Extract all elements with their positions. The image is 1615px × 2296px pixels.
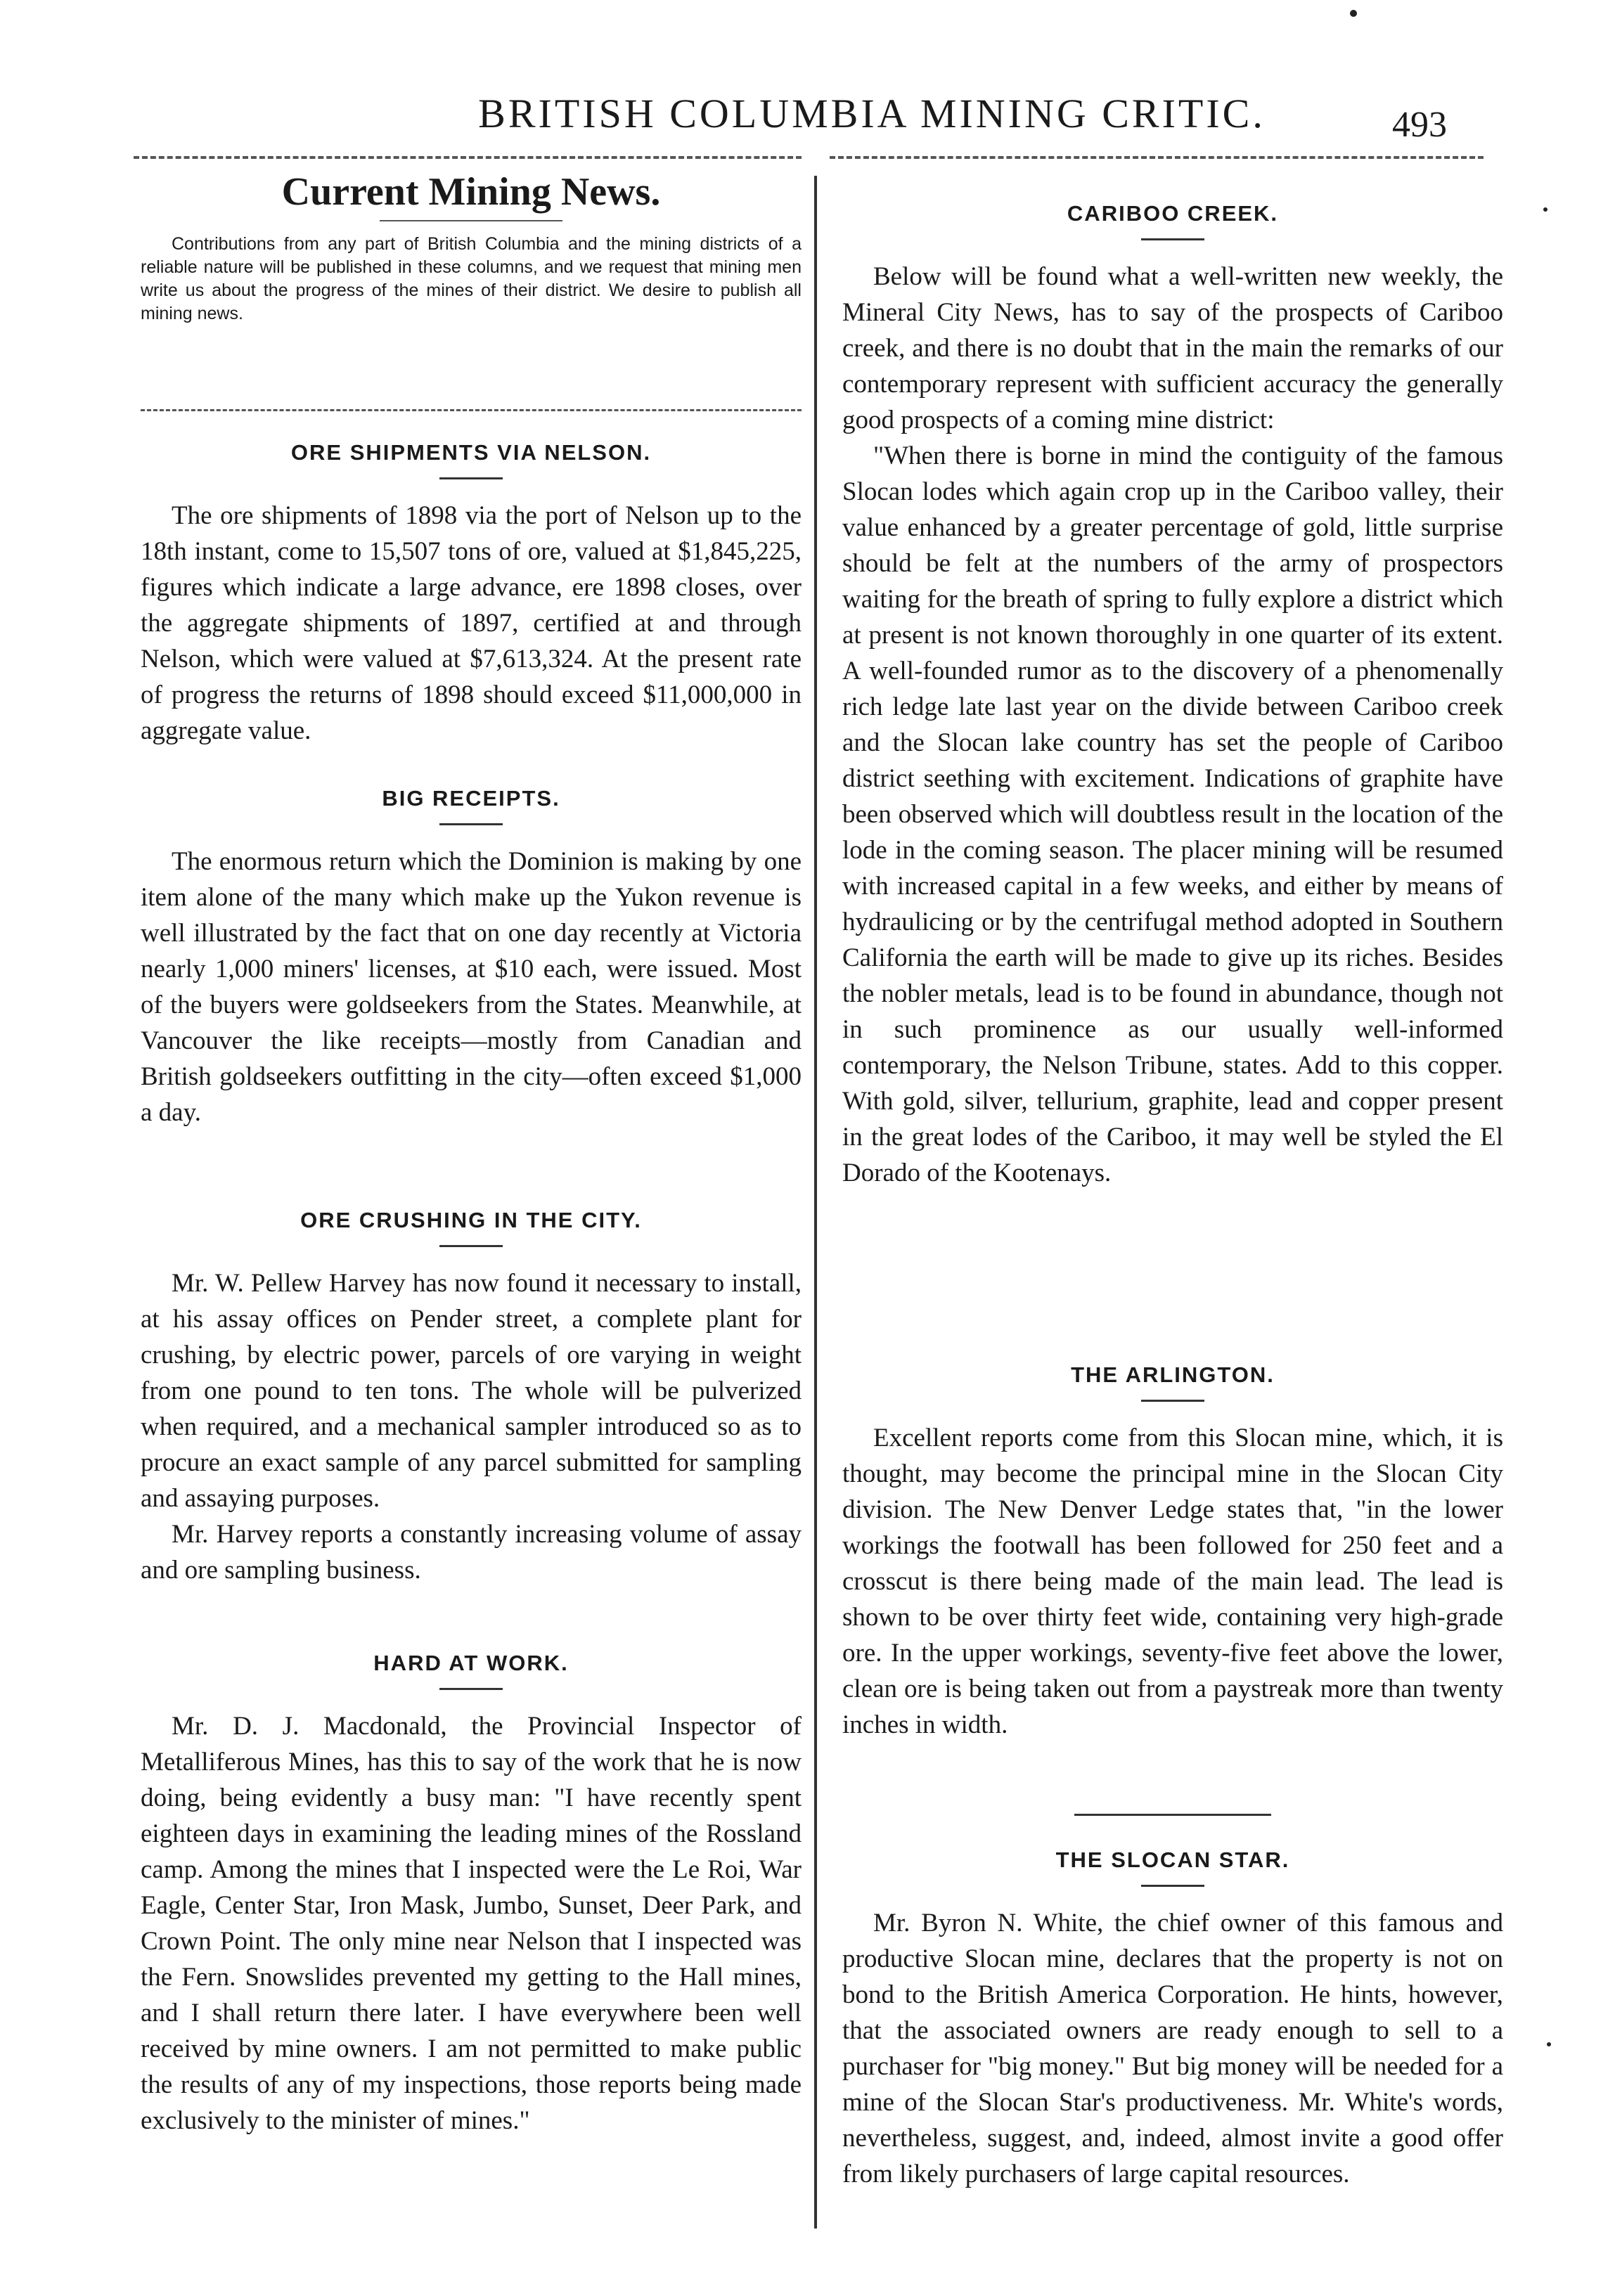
article-big-receipts <box>141 780 802 1130</box>
article-heading: CARIBOO CREEK. <box>1067 201 1279 226</box>
article-heading: ORE CRUSHING IN THE CITY. <box>300 1208 642 1232</box>
article-heading: THE SLOCAN STAR. <box>1055 1847 1290 1872</box>
heading-rule <box>1141 1400 1204 1402</box>
header-rule-left <box>134 156 802 159</box>
article-ore-crushing <box>141 1202 802 1588</box>
article-paragraph: The enormous return which the Dominion is making by one item alone of the many which make up the Yukon revenue is well illustrated by the fact that on one day recently at Victoria nearly 1,000 miners' licenses, at $10 each, were issued. Most of the buyers were goldseekers from the States. Meanwhile, at Vancouver the like receipts—mostly from Canadian and British goldseekers outfitting in the city—often exceed $1,000 a day. <box>141 847 802 1127</box>
column-divider <box>814 176 817 2229</box>
article-arlington <box>842 1357 1503 1743</box>
section-rule <box>141 409 802 411</box>
heading-rule <box>1141 1885 1204 1887</box>
speck-mark <box>1543 207 1548 212</box>
speck-mark <box>1547 2042 1551 2046</box>
article-paragraph: Mr. W. Pellew Harvey has now found it necessary to install, at his assay offices on Pender street, a complete plant for crushing, by electric power, parcels of ore varying in weight from one pound to ten tons. The whole will be pulverized when required, and a mechanical sampler introduced so as to procure an exact sample of any parcel submitted for sampling and assaying purposes. <box>141 1269 802 1513</box>
article-slocan-star <box>842 1842 1503 2192</box>
article-cariboo-creek <box>842 195 1503 1191</box>
current-mining-news-block <box>141 170 802 325</box>
page-number: 493 <box>1392 105 1447 145</box>
article-paragraph: Mr. D. J. Macdonald, the Provincial Inspector of Metalliferous Mines, has this to say of the work that he is now doing, being evidently a busy man: "I have recently spent eighteen days in examining the leading mines of the Rossland camp. Among the mines that I inspected were the Le Roi, War Eagle, Center Star, Iron Mask, Jumbo, Sunset, Deer Park, and Crown Point. The only mine near Nelson that I inspected was the Fern. Snowslides prevented my getting to the Hall mines, and I shall return there later. I have everywhere been well received by mine owners. I am not permitted to make public the results of any of my inspections, those reports being made exclusively to the minister of mines." <box>141 1712 802 2135</box>
heading-rule <box>439 1245 503 1247</box>
article-paragraph: The ore shipments of 1898 via the port of Nelson up to the 18th instant, come to 15,507 tons of ore, valued at $1,845,225, figures which indicate a large advance, ere 1898 closes, over the aggregate shipments of 1897, certified at and through Nelson, which were valued at $7,613,324. At the present rate of progress the returns of 1898 should exceed $11,000,000 in aggregate value. <box>141 501 802 745</box>
heading-rule <box>1141 238 1204 240</box>
speck-mark <box>1350 10 1357 17</box>
header-rule-right <box>830 156 1484 159</box>
intro-notice: Contributions from any part of British Columbia and the mining districts of a reliable nature will be published in these columns, and we request that mining men write us about the progress of the mines of their district. We desire to publish all mining news. <box>141 234 802 323</box>
heading-rule <box>439 477 503 479</box>
article-ore-shipments <box>141 434 802 749</box>
article-paragraph: Below will be found what a well-written new weekly, the Mineral City News, has to say of the prospects of Cariboo creek, and there is no doubt that in the main the remarks of our contemporary represent with sufficient accuracy the generally good prospects of a coming mine district: <box>842 262 1503 434</box>
section-rule <box>1074 1814 1271 1816</box>
heading-rule <box>439 823 503 825</box>
title-rule <box>380 220 562 221</box>
article-heading: ORE SHIPMENTS VIA NELSON. <box>290 440 652 465</box>
article-hard-at-work <box>141 1645 802 2139</box>
publication-title: BRITISH COLUMBIA MINING CRITIC. <box>478 91 1266 136</box>
article-paragraph: Mr. Harvey reports a constantly increasing volume of assay and ore sampling business. <box>141 1520 802 1585</box>
article-paragraph: Mr. Byron N. White, the chief owner of this famous and productive Slocan mine, declares that the property is not on bond to the British America Corporation. He hints, however, that the associated owners are ready enough to sell to a purchaser for "big money." But big money will be needed for a mine of the Slocan Star's productiveness. Mr. White's words, nevertheless, suggest, and, indeed, almost invite a good offer from likely purchasers of large capital resources. <box>842 1909 1503 2188</box>
article-heading: HARD AT WORK. <box>373 1651 569 1675</box>
article-paragraph: "When there is borne in mind the contiguity of the famous Slocan lodes which again crop up in the Cariboo valley, their value enhanced by a greater percentage of gold, little surprise should be felt at the numbers of the army of prospectors waiting for the breath of spring to fully explore a district which at present is not known thoroughly in one quarter of its extent. A well-founded rumor as to the discovery of a phenomenally rich ledge late last year on the divide between Cariboo creek and the Slocan lake country has set the people of Cariboo district seething with excitement. Indications of graphite have been observed which will doubtless result in the location of the lode in the coming season. The placer mining will be resumed with increased capital in a few weeks, and either by means of hydraulicing or by the centrifugal method adopted in Southern California the earth will be made to give up its riches. Besides the nobler metals, lead is to be found in abundance, though not in such prominence as our usually well-informed contemporary, the Nelson Tribune, states. Add to this copper. With gold, silver, tellurium, graphite, lead and copper present in the great lodes of the Cariboo, it may well be styled the El Dorado of the Kootenays. <box>842 441 1503 1187</box>
heading-rule <box>439 1688 503 1690</box>
article-paragraph: Excellent reports come from this Slocan mine, which, it is thought, may become the principal mine in the Slocan City division. The New Denver Ledge states that, "in the lower workings the footwall has been followed for 250 feet and a crosscut is there being made of the main lead. The lead is shown to be over thirty feet wide, containing very high-grade ore. In the upper workings, seventy-five feet above the lower, clean ore is being taken out from a paystreak more than twenty inches in width. <box>842 1424 1503 1739</box>
article-heading: BIG RECEIPTS. <box>382 786 560 811</box>
article-heading: THE ARLINGTON. <box>1071 1362 1275 1387</box>
page-title: Current Mining News. <box>281 170 661 214</box>
